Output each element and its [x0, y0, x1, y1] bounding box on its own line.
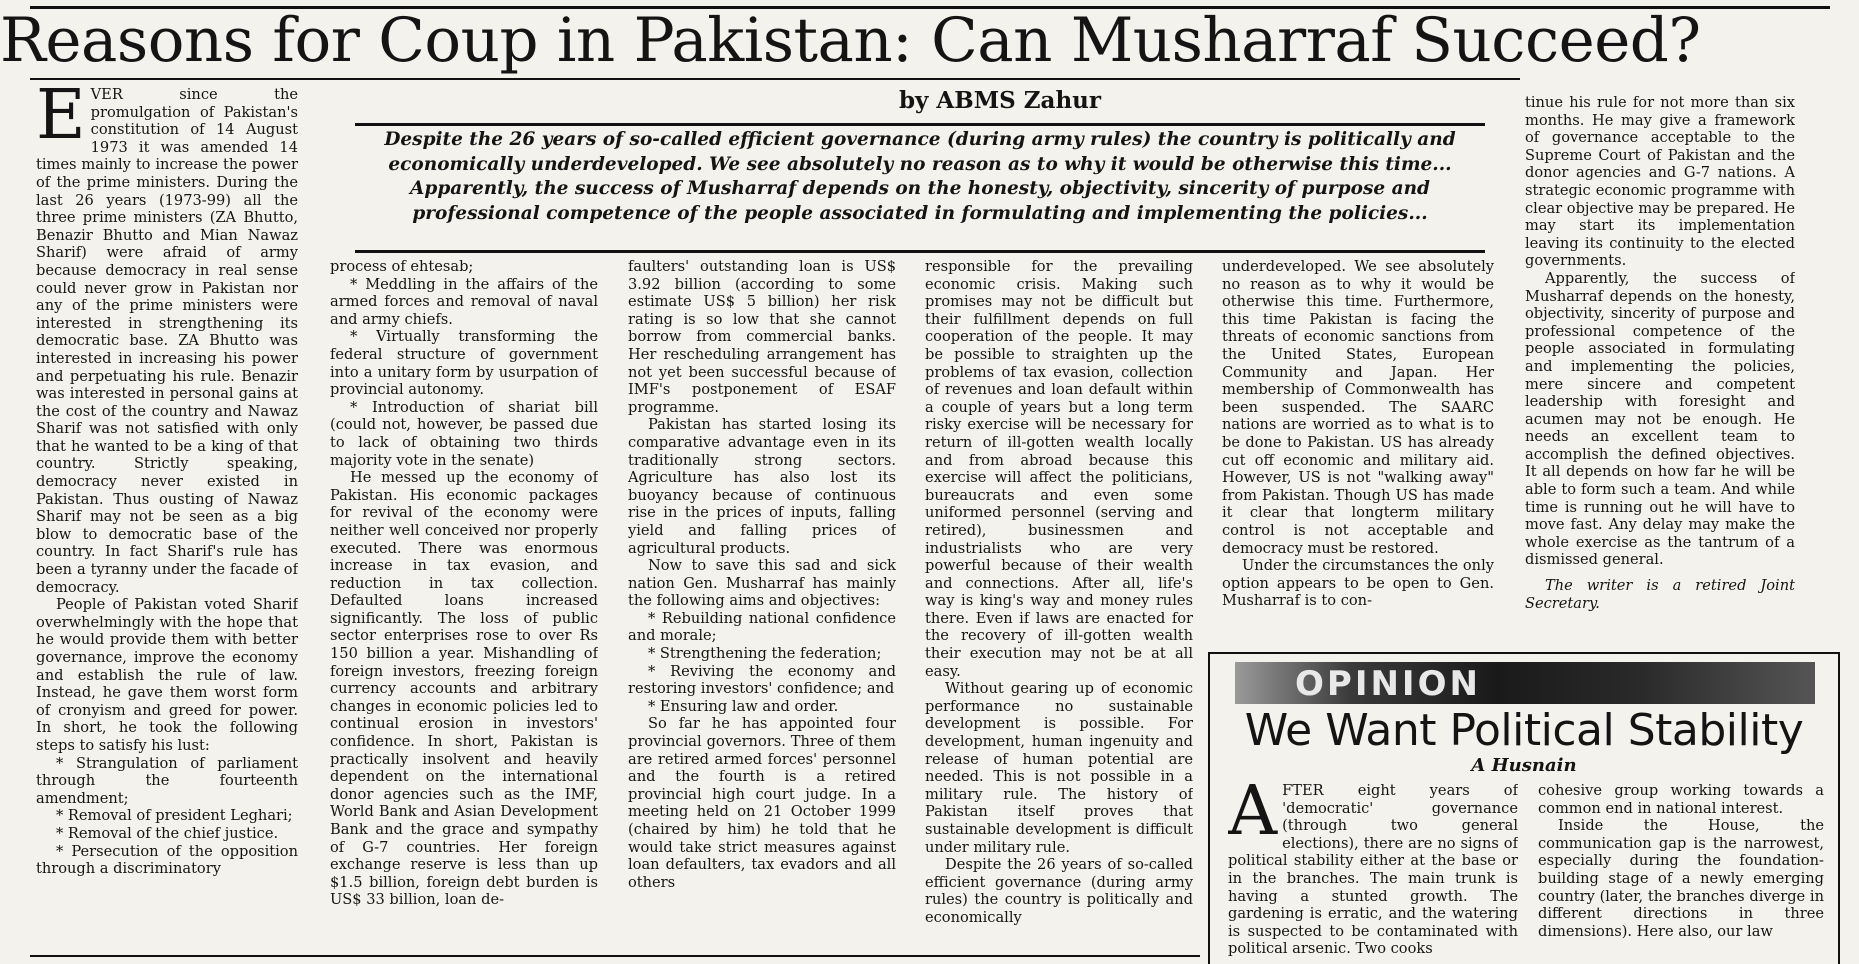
- article-paragraph: He messed up the economy of Pakistan. His economic packages for revival of the economy were neither well conceived nor properly executed. There was enormous increase in tax evasion, and reduction in tax collection. Defaulted loans increased significantly. The loss of public sector enterprises rose to over Rs 150 billion a year. Mishandling of foreign investors, freezing foreign currency accounts and arbitrary changes in economic policies led to continual erosion in investors' confidence. In short, Pakistan is practically insolvent and heavily dependent on the international donor agencies such as the IMF, World Bank and Asian Development Bank and the grace and sympathy of G-7 countries. Her foreign exchange reserve is less than up $1.5 billion, foreign debt burden is US$ 33 billion, loan de-: [330, 469, 598, 909]
- article-column-1: [36, 86, 298, 956]
- article-paragraph: * Persecution of the opposition through a discriminatory: [36, 842, 298, 878]
- opinion-headline: We Want Political Stability: [1244, 705, 1804, 756]
- drop-cap: E: [36, 86, 86, 155]
- article-paragraph: process of ehtesab;: [330, 258, 474, 275]
- deck-bottom-rule: [355, 250, 1485, 253]
- article-column-2: [330, 258, 598, 956]
- article-paragraph: * Ensuring law and order.: [648, 697, 839, 715]
- article-paragraph: People of Pakistan voted Sharif overwhelmingly with the hope that he would provide them with better governance, improve the economy and establish the rule of law. Instead, he gave them worst form of cronyism and greed for power. In short, he took the following steps to satisfy his lust:: [36, 596, 298, 754]
- article-paragraph: Now to save this sad and sick nation Gen. Musharraf has mainly the following aims and objectives:: [628, 557, 896, 610]
- opinion-banner-label: OPINION: [1295, 664, 1481, 704]
- article-paragraph: * Rebuilding national confidence and morale;: [628, 609, 896, 645]
- article-paragraph: Apparently, the success of Musharraf depends on the honesty, objectivity, sincerity of purpose and professional competence of the people associated in formulating and implementing the policies, mere sincere and competent leadership with foresight and acumen may not be enough. He needs an excellent team to accomplish the defined objectives. It all depends on how far he will be able to form such a team. And while time is running out he will have to move fast. Any delay may make the whole exercise as the tantrum of a dismissed general.: [1525, 269, 1795, 569]
- article-paragraph: responsible for the prevailing economic crisis. Making such promises may not be difficult but their fulfillment depends on full cooperation of the people. It may be possible to straighten up the problems of tax evasion, collection of revenues and loan default within a couple of years but a long term risky exercise will be necessary for return of ill-gotten wealth locally and from abroad because this exercise will affect the politicians, bureaucrats and even some uniformed personnel (serving and retired), businessmen and industrialists who are very powerful because of their wealth and connections. After all, life's way is king's way and money rules there. Even if laws are enacted for the recovery of ill-gotten wealth their execution may not be at all easy.: [925, 258, 1193, 680]
- opinion-column-1: [1228, 782, 1518, 964]
- article-paragraph: * Meddling in the affairs of the armed forces and removal of naval and army chiefs.: [330, 275, 598, 328]
- opinion-author: A Husnain: [1471, 755, 1577, 776]
- article-footnote: The writer is a retired Joint Secretary.: [1525, 577, 1795, 612]
- article-paragraph: So far he has appointed four provincial governors. Three of them are retired armed forces' personnel and the fourth is a retired provincial high court judge. In a meeting held on 21 October 1999 (chaired by him) he told that he would take strict measures against loan defaulters, tax evadors and all others: [628, 715, 896, 891]
- article-column-3: [628, 258, 896, 956]
- article-paragraph: underdeveloped. We see absolutely no reason as to why it would be otherwise this time. Furthermore, this time Pakistan is facing the threats of economic sanctions from the United States, European Community and Japan. Her membership of Commonwealth has been suspended. The SAARC nations are worried as to what is to be done to Pakistan. US has already cut off economic and military aid. However, US is not "walking away" from Pakistan. Though US has made it clear that longterm military control is not acceptable and democracy must be restored.: [1222, 258, 1494, 557]
- opinion-banner: [1235, 662, 1815, 704]
- article-paragraph: EVER since the promulgation of Pakistan's constitution of 14 August 1973 it was amended 14 times mainly to increase the power of the prime ministers. During the last 26 years (1973-99) all the three prime ministers (ZA Bhutto, Benazir Bhutto and Mian Nawaz Sharif) were afraid of army because democracy in real sense could never grow in Pakistan nor any of the prime ministers were interested in strengthening its democratic base. ZA Bhutto was interested in increasing his power and perpetuating his rule. Benazir was interested in personal gains at the cost of the country and Nawaz Sharif was not satisfied with only that he wanted to be a king of that country. Strictly speaking, democracy never existed in Pakistan. Thus ousting of Nawaz Sharif may not be seen as a big blow to democratic base of the country. In fact Sharif's rule has been a tyranny under the facade of democracy.: [36, 86, 298, 596]
- opinion-paragraph: Inside the House, the communication gap is the narrowest, especially during the foundation-building stage of a newly emerging country (later, the branches diverge in different directions in three dimensions). Here also, our law: [1538, 817, 1824, 940]
- article-headline: Reasons for Coup in Pakistan: Can Musharraf Succeed?: [0, 5, 1701, 76]
- article-paragraph: * Removal of the chief justice.: [56, 824, 279, 842]
- opinion-column-2: [1538, 782, 1824, 964]
- article-paragraph: * Introduction of shariat bill (could not, however, be passed due to lack of obtaining two thirds majority vote in the senate): [330, 398, 598, 469]
- opinion-paragraph: cohesive group working towards a common end in national interest.: [1538, 782, 1824, 817]
- article-paragraph: * Reviving the economy and restoring investors' confidence; and: [628, 662, 896, 698]
- opinion-box: [1208, 652, 1840, 964]
- article-column-6: [1525, 94, 1795, 646]
- article-paragraph: Pakistan has started losing its comparative advantage even in its traditionally strong sectors. Agriculture has also lost its buoyancy because of continuous rise in the prices of inputs, falling yield and falling prices of agricultural products.: [628, 416, 896, 557]
- article-paragraph: * Strengthening the federation;: [648, 645, 882, 663]
- article-deck: Despite the 26 years of so-called efficient governance (during army rules) the country is politically and economically underdeveloped. We see absolutely no reason as to why it would be otherwise this time... Apparently, the success of Musharraf depends on the honesty, objectivity, sincerity of purpose and professional competence of the people associated in formulating and implementing the policies...: [384, 129, 1456, 224]
- article-paragraph: * Strangulation of parliament through the fourteenth amendment;: [36, 754, 298, 807]
- drop-cap: A: [1228, 782, 1278, 851]
- article-paragraph: * Removal of president Leghari;: [56, 807, 293, 825]
- article-paragraph: tinue his rule for not more than six months. He may give a framework of governance acceptable to the Supreme Court of Pakistan and the donor agencies and G-7 nations. A strategic economic programme with clear objective may be prepared. He may start its implementation leaving its continuity to the elected governments.: [1525, 94, 1795, 270]
- article-byline: by ABMS Zahur: [898, 87, 1102, 114]
- article-paragraph: Despite the 26 years of so-called efficient governance (during army rules) the country is politically and economically: [925, 856, 1193, 926]
- article-paragraph: Without gearing up of economic performance no sustainable development is possible. For development, human ingenuity and release of human potential are needed. This is not possible in a military rule. The history of Pakistan itself proves that sustainable development is difficult under military rule.: [925, 680, 1193, 856]
- article-paragraph: faulters' outstanding loan is US$ 3.92 billion (according to some estimate US$ 5 billion) her risk rating is so low that she cannot borrow from commercial banks. Her rescheduling arrangement has not yet been successful because of IMF's postponement of ESAF programme.: [628, 258, 896, 416]
- opinion-paragraph: AFTER eight years of 'democratic' governance (through two general elections), there are no signs of political stability either at the base or in the branches. The main trunk is having a stunted growth. The gardening is erratic, and the watering is suspected to be contaminated with political arsenic. Two cooks: [1228, 782, 1518, 958]
- article-paragraph: * Virtually transforming the federal structure of government into a unitary form by usurpation of provincial autonomy.: [330, 328, 598, 399]
- article-column-4: [925, 258, 1193, 956]
- deck-top-rule: [355, 123, 1485, 126]
- article-paragraph: Under the circumstances the only option appears to be open to Gen. Musharraf is to con-: [1222, 557, 1494, 610]
- article-column-5: [1222, 258, 1494, 646]
